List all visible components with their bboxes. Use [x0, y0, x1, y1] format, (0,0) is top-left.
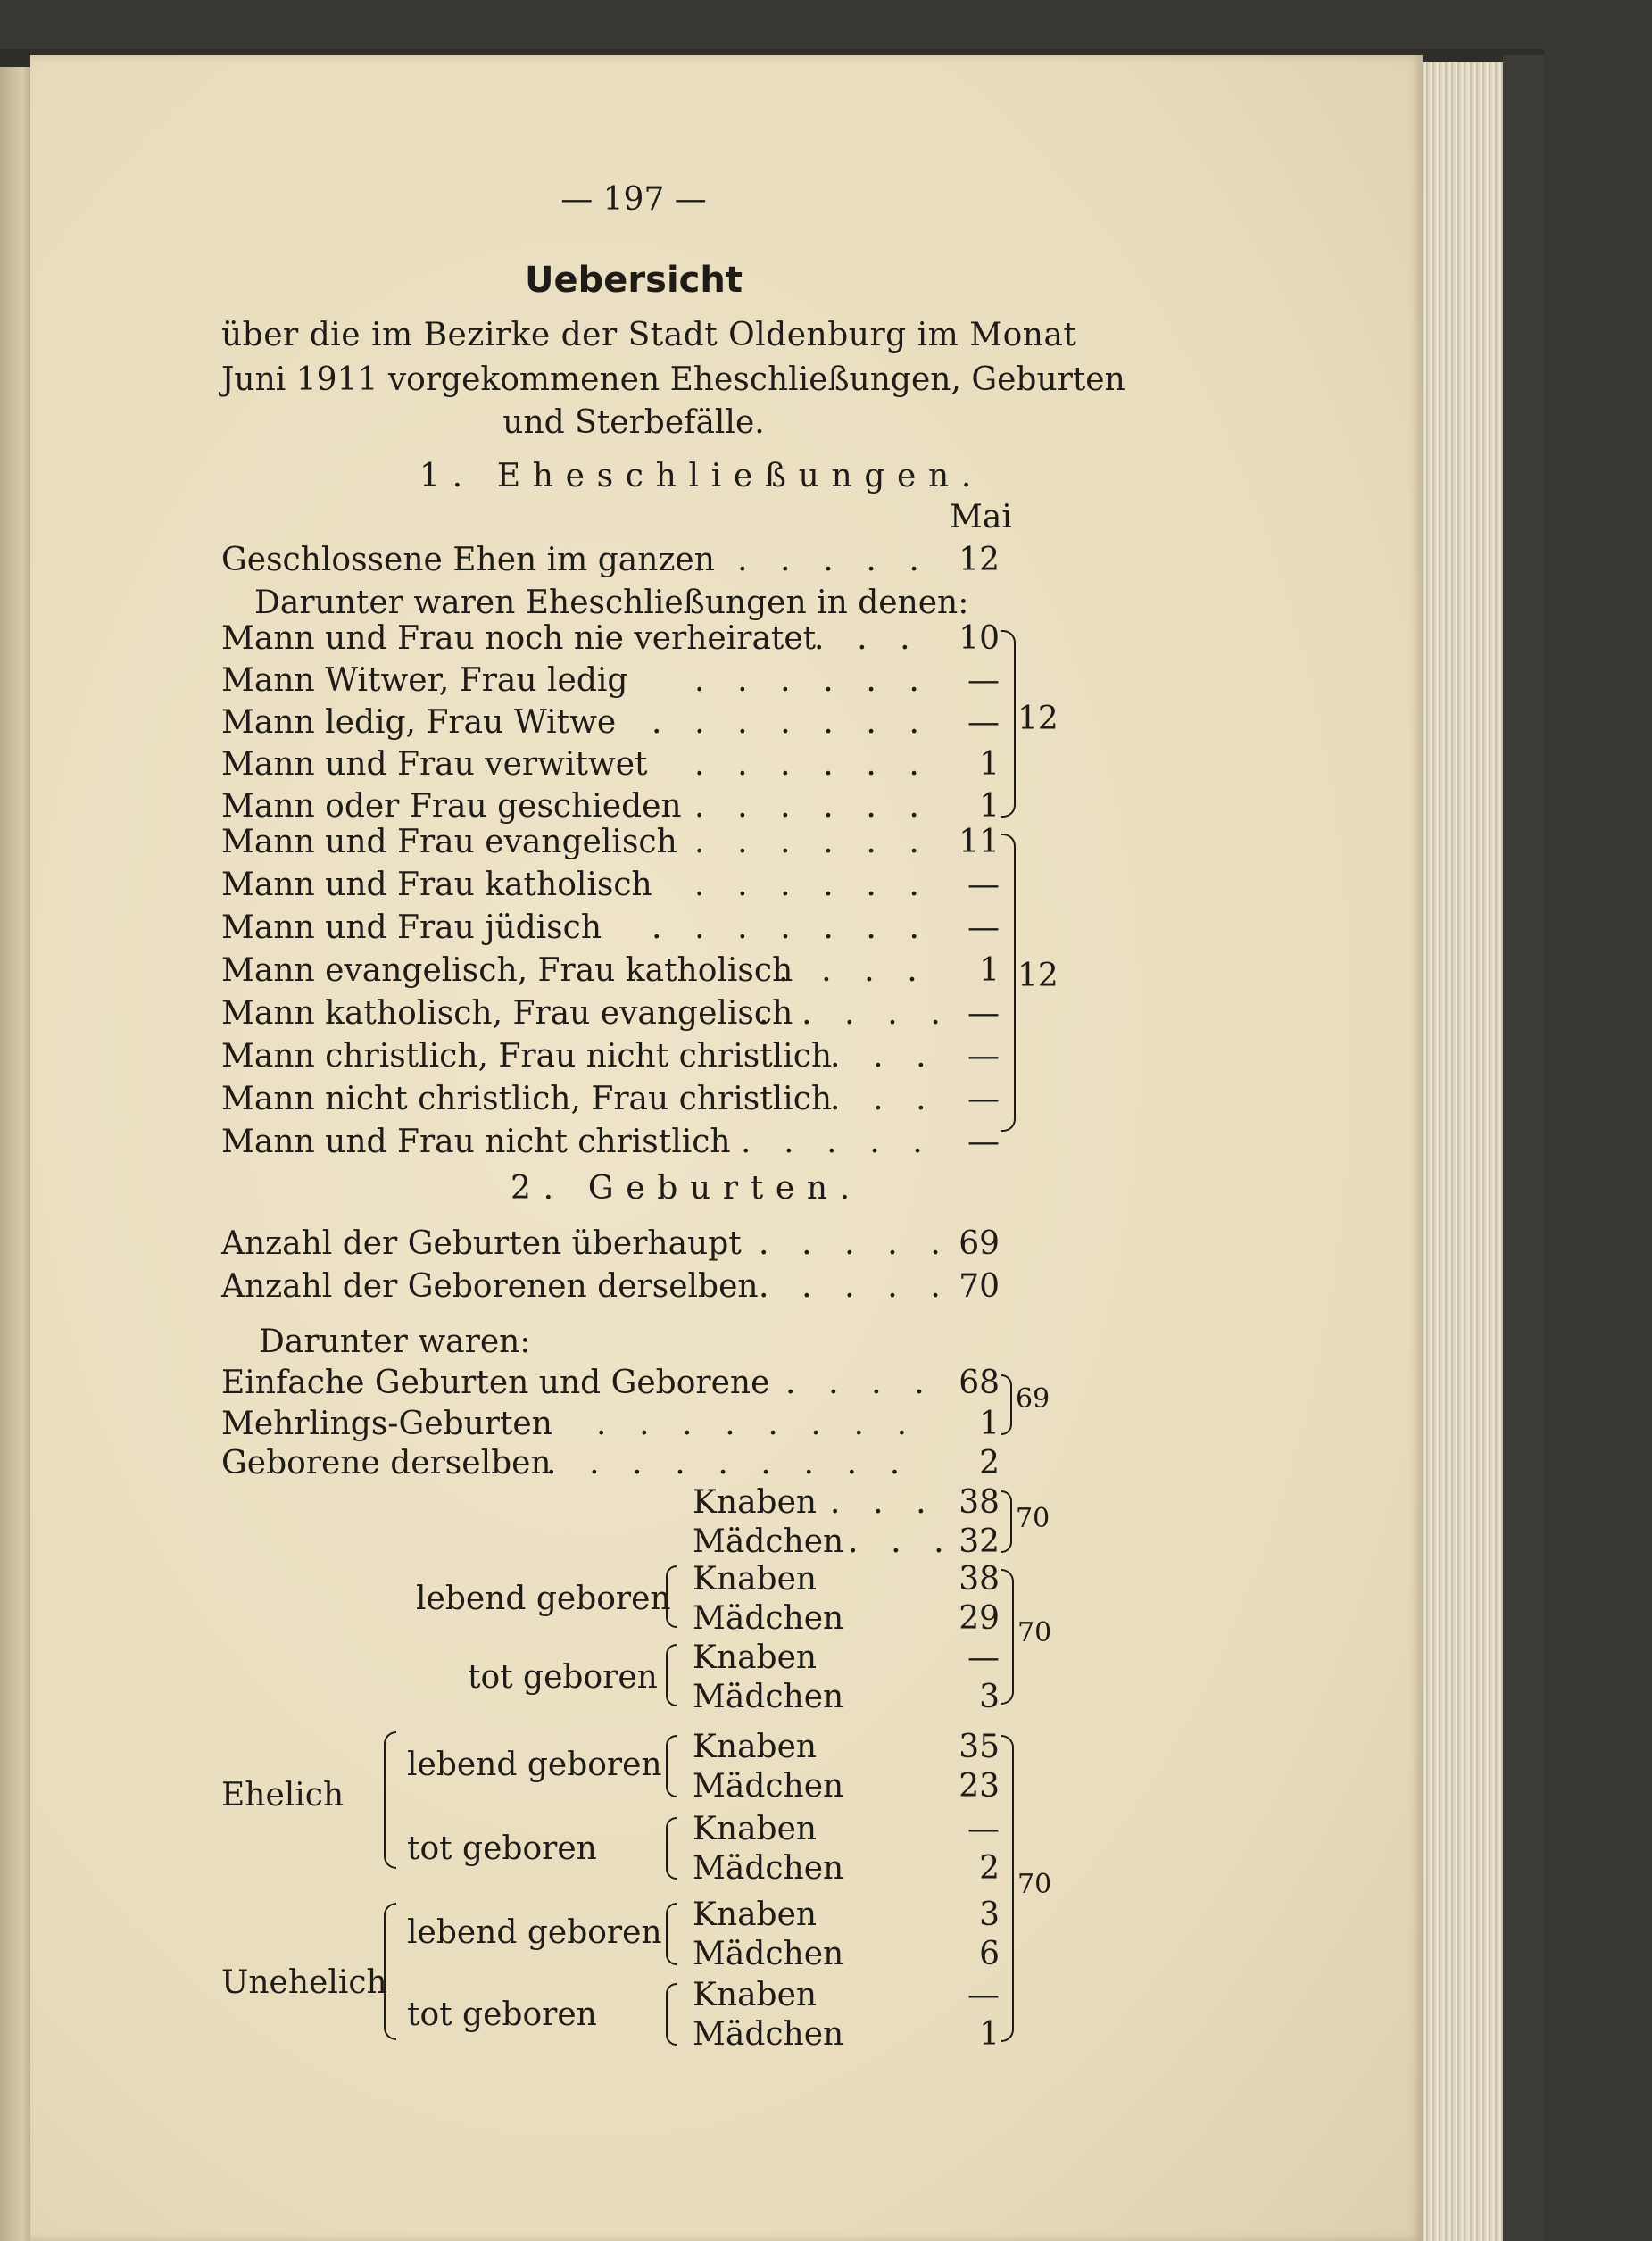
status-row-label: Mann Witwer, Frau ledig [221, 662, 628, 699]
girls-label: Mädchen [693, 1600, 844, 1637]
illegit-dead-girls-value: 1 [979, 2016, 1000, 2053]
boys-label: Knaben [693, 1484, 818, 1521]
dot-leader: . . . [830, 1484, 938, 1521]
religion-row-label: Mann nicht christlich, Frau christlich [221, 1081, 833, 1117]
section-2-heading: 2. Geburten. [511, 1170, 862, 1207]
legit-label: Ehelich [221, 1777, 345, 1814]
dot-leader: . . . . [778, 952, 929, 989]
illegit-alive-brace [666, 1903, 677, 1965]
status-row-label: Mann ledig, Frau Witwe [221, 704, 617, 741]
dot-leader: . . . . . . [694, 542, 931, 578]
dot-leader: . . . [830, 1081, 938, 1117]
dot-leader: . . . . . [759, 995, 952, 1032]
sex-sum: 70 [1016, 1503, 1050, 1534]
births-total-value: 69 [959, 1225, 1000, 1262]
dead-girls-value: 3 [979, 1679, 1000, 1715]
boys-label: Knaben [693, 1977, 818, 2013]
dot-leader: . . . . . [741, 1124, 934, 1160]
dot-leader: . . . [848, 1523, 956, 1560]
illegit-alive-girls-value: 6 [979, 1936, 1000, 1972]
dead-label: tot geboren [468, 1659, 658, 1696]
alive-boys-value: 38 [959, 1561, 1000, 1598]
dead-boys-value: — [967, 1639, 1000, 1676]
multiple-born-label: Geborene derselben [221, 1445, 552, 1482]
dead-brace [666, 1644, 677, 1706]
spine-strip [1503, 55, 1544, 2241]
status-row-label: Mann und Frau noch nie verheiratet [221, 620, 817, 657]
legit-dead-brace [666, 1817, 677, 1880]
multiple-births-value: 1 [979, 1406, 1000, 1442]
legit-sum: 70 [1017, 1869, 1052, 1900]
multiple-births-label: Mehrlings-Geburten [221, 1406, 552, 1442]
girls-label: Mädchen [693, 2016, 844, 2053]
dot-leader: . . . [814, 620, 922, 657]
dead-label: tot geboren [407, 1996, 597, 2033]
illegit-dead-boys-value: — [967, 1977, 1000, 2013]
religion-row-value: — [967, 909, 1000, 946]
marriages-total-value: 12 [959, 542, 1000, 578]
boys-label: Knaben [693, 1639, 818, 1676]
births-brace [1001, 1374, 1012, 1435]
dot-leader: . . . . . . . [652, 909, 931, 946]
alive-label: lebend geboren [416, 1581, 671, 1617]
religion-row-label: Mann und Frau evangelisch [221, 824, 677, 860]
legit-dead-boys-value: — [967, 1811, 1000, 1847]
religion-row-value: — [967, 1124, 1000, 1160]
born-total-label: Anzahl der Geborenen derselben [221, 1268, 759, 1305]
status-row-value: — [967, 704, 1000, 741]
boys-label: Knaben [693, 1811, 818, 1847]
dot-leader: . . . . . . . [652, 704, 931, 741]
alive-label: lebend geboren [407, 1747, 662, 1783]
marriages-intro: Darunter waren Eheschließungen in denen: [254, 585, 969, 621]
status-row-value: 1 [979, 788, 1000, 825]
dot-leader: . . . . . [759, 1268, 952, 1305]
single-births-value: 68 [959, 1365, 1000, 1401]
dot-leader: . . . . . [759, 1225, 952, 1262]
vital-brace [1001, 1569, 1014, 1705]
births-total-label: Anzahl der Geburten überhaupt [221, 1225, 742, 1262]
religion-row-value: 1 [979, 952, 1000, 989]
intro-line-1: über die im Bezirke der Stadt Oldenburg im Monat [221, 317, 1077, 353]
dead-label: tot geboren [407, 1830, 597, 1867]
single-births-label: Einfache Geburten und Geborene [221, 1365, 770, 1401]
girls-label: Mädchen [693, 1679, 844, 1715]
legit-brace [384, 1731, 396, 1869]
religion-row-label: Mann und Frau nicht christlich [221, 1124, 731, 1160]
births-sum: 69 [1016, 1383, 1050, 1415]
boys-label: Knaben [693, 1561, 818, 1598]
religion-row-value: — [967, 995, 1000, 1032]
dot-leader: . . . . . . [694, 662, 931, 699]
legit-alive-brace [666, 1735, 677, 1797]
illegit-label: Unehelich [221, 1964, 387, 2001]
page-number: — 197 — [560, 181, 707, 218]
intro-line-3: und Sterbefälle. [502, 404, 765, 441]
religion-brace [1001, 834, 1016, 1132]
page-title: Uebersicht [525, 260, 743, 301]
sex-brace [1001, 1490, 1012, 1553]
dot-leader: . . . . . . . . . [546, 1445, 911, 1482]
illegit-alive-boys-value: 3 [979, 1897, 1000, 1933]
dot-leader: . . . . . . [694, 824, 931, 860]
religion-row-label: Mann katholisch, Frau evangelisch [221, 995, 793, 1032]
religion-row-label: Mann evangelisch, Frau katholisch [221, 952, 793, 989]
month-header: Mai [950, 499, 1012, 535]
religion-row-label: Mann und Frau katholisch [221, 867, 652, 903]
legit-dead-girls-value: 2 [979, 1850, 1000, 1887]
religion-row-value: — [967, 1081, 1000, 1117]
dot-leader: . . . . . . [694, 867, 931, 903]
born-total-value: 70 [959, 1268, 1000, 1305]
legit-alive-girls-value: 23 [959, 1768, 1000, 1805]
page-stack [1423, 62, 1503, 2241]
boys-total: 38 [959, 1484, 1000, 1521]
religion-row-value: — [967, 1038, 1000, 1075]
illegit-dead-brace [666, 1983, 677, 2046]
girls-label: Mädchen [693, 1936, 844, 1972]
religion-row-label: Mann christlich, Frau nicht christlich [221, 1038, 833, 1075]
status-row-label: Mann und Frau verwitwet [221, 746, 648, 783]
boys-label: Knaben [693, 1729, 818, 1765]
dot-leader: . . . [830, 1038, 938, 1075]
multiple-born-value: 2 [979, 1445, 1000, 1482]
section-1-heading: 1. Eheschließungen. [419, 458, 984, 494]
girls-total: 32 [959, 1523, 1000, 1560]
alive-brace [666, 1565, 677, 1628]
status-row-label: Mann oder Frau geschieden [221, 788, 682, 825]
vital-sum: 70 [1017, 1617, 1052, 1648]
status-sum: 12 [1017, 701, 1058, 737]
girls-label: Mädchen [693, 1768, 844, 1805]
status-row-value: 10 [959, 620, 1000, 657]
girls-label: Mädchen [693, 1850, 844, 1887]
intro-line-2: Juni 1911 vorgekommenen Eheschließungen, Geburten [221, 361, 1125, 398]
dot-leader: . . . . . . [694, 746, 931, 783]
legit-brace-total [1001, 1735, 1014, 2042]
religion-row-label: Mann und Frau jüdisch [221, 909, 602, 946]
religion-row-value: 11 [959, 824, 1000, 860]
alive-label: lebend geboren [407, 1914, 662, 1951]
dot-leader: . . . . . . [694, 788, 931, 825]
dot-leader: . . . . . . . . [596, 1406, 918, 1442]
status-row-value: — [967, 662, 1000, 699]
legit-alive-boys-value: 35 [959, 1729, 1000, 1765]
boys-label: Knaben [693, 1897, 818, 1933]
status-row-value: 1 [979, 746, 1000, 783]
marriages-total-label: Geschlossene Ehen im ganzen [221, 542, 715, 578]
births-intro: Darunter waren: [259, 1324, 531, 1360]
religion-sum: 12 [1017, 958, 1058, 994]
girls-label: Mädchen [693, 1523, 844, 1560]
religion-row-value: — [967, 867, 1000, 903]
dot-leader: . . . . [785, 1365, 936, 1401]
illegit-brace [384, 1903, 396, 2040]
status-brace [1001, 630, 1016, 818]
alive-girls-value: 29 [959, 1600, 1000, 1637]
